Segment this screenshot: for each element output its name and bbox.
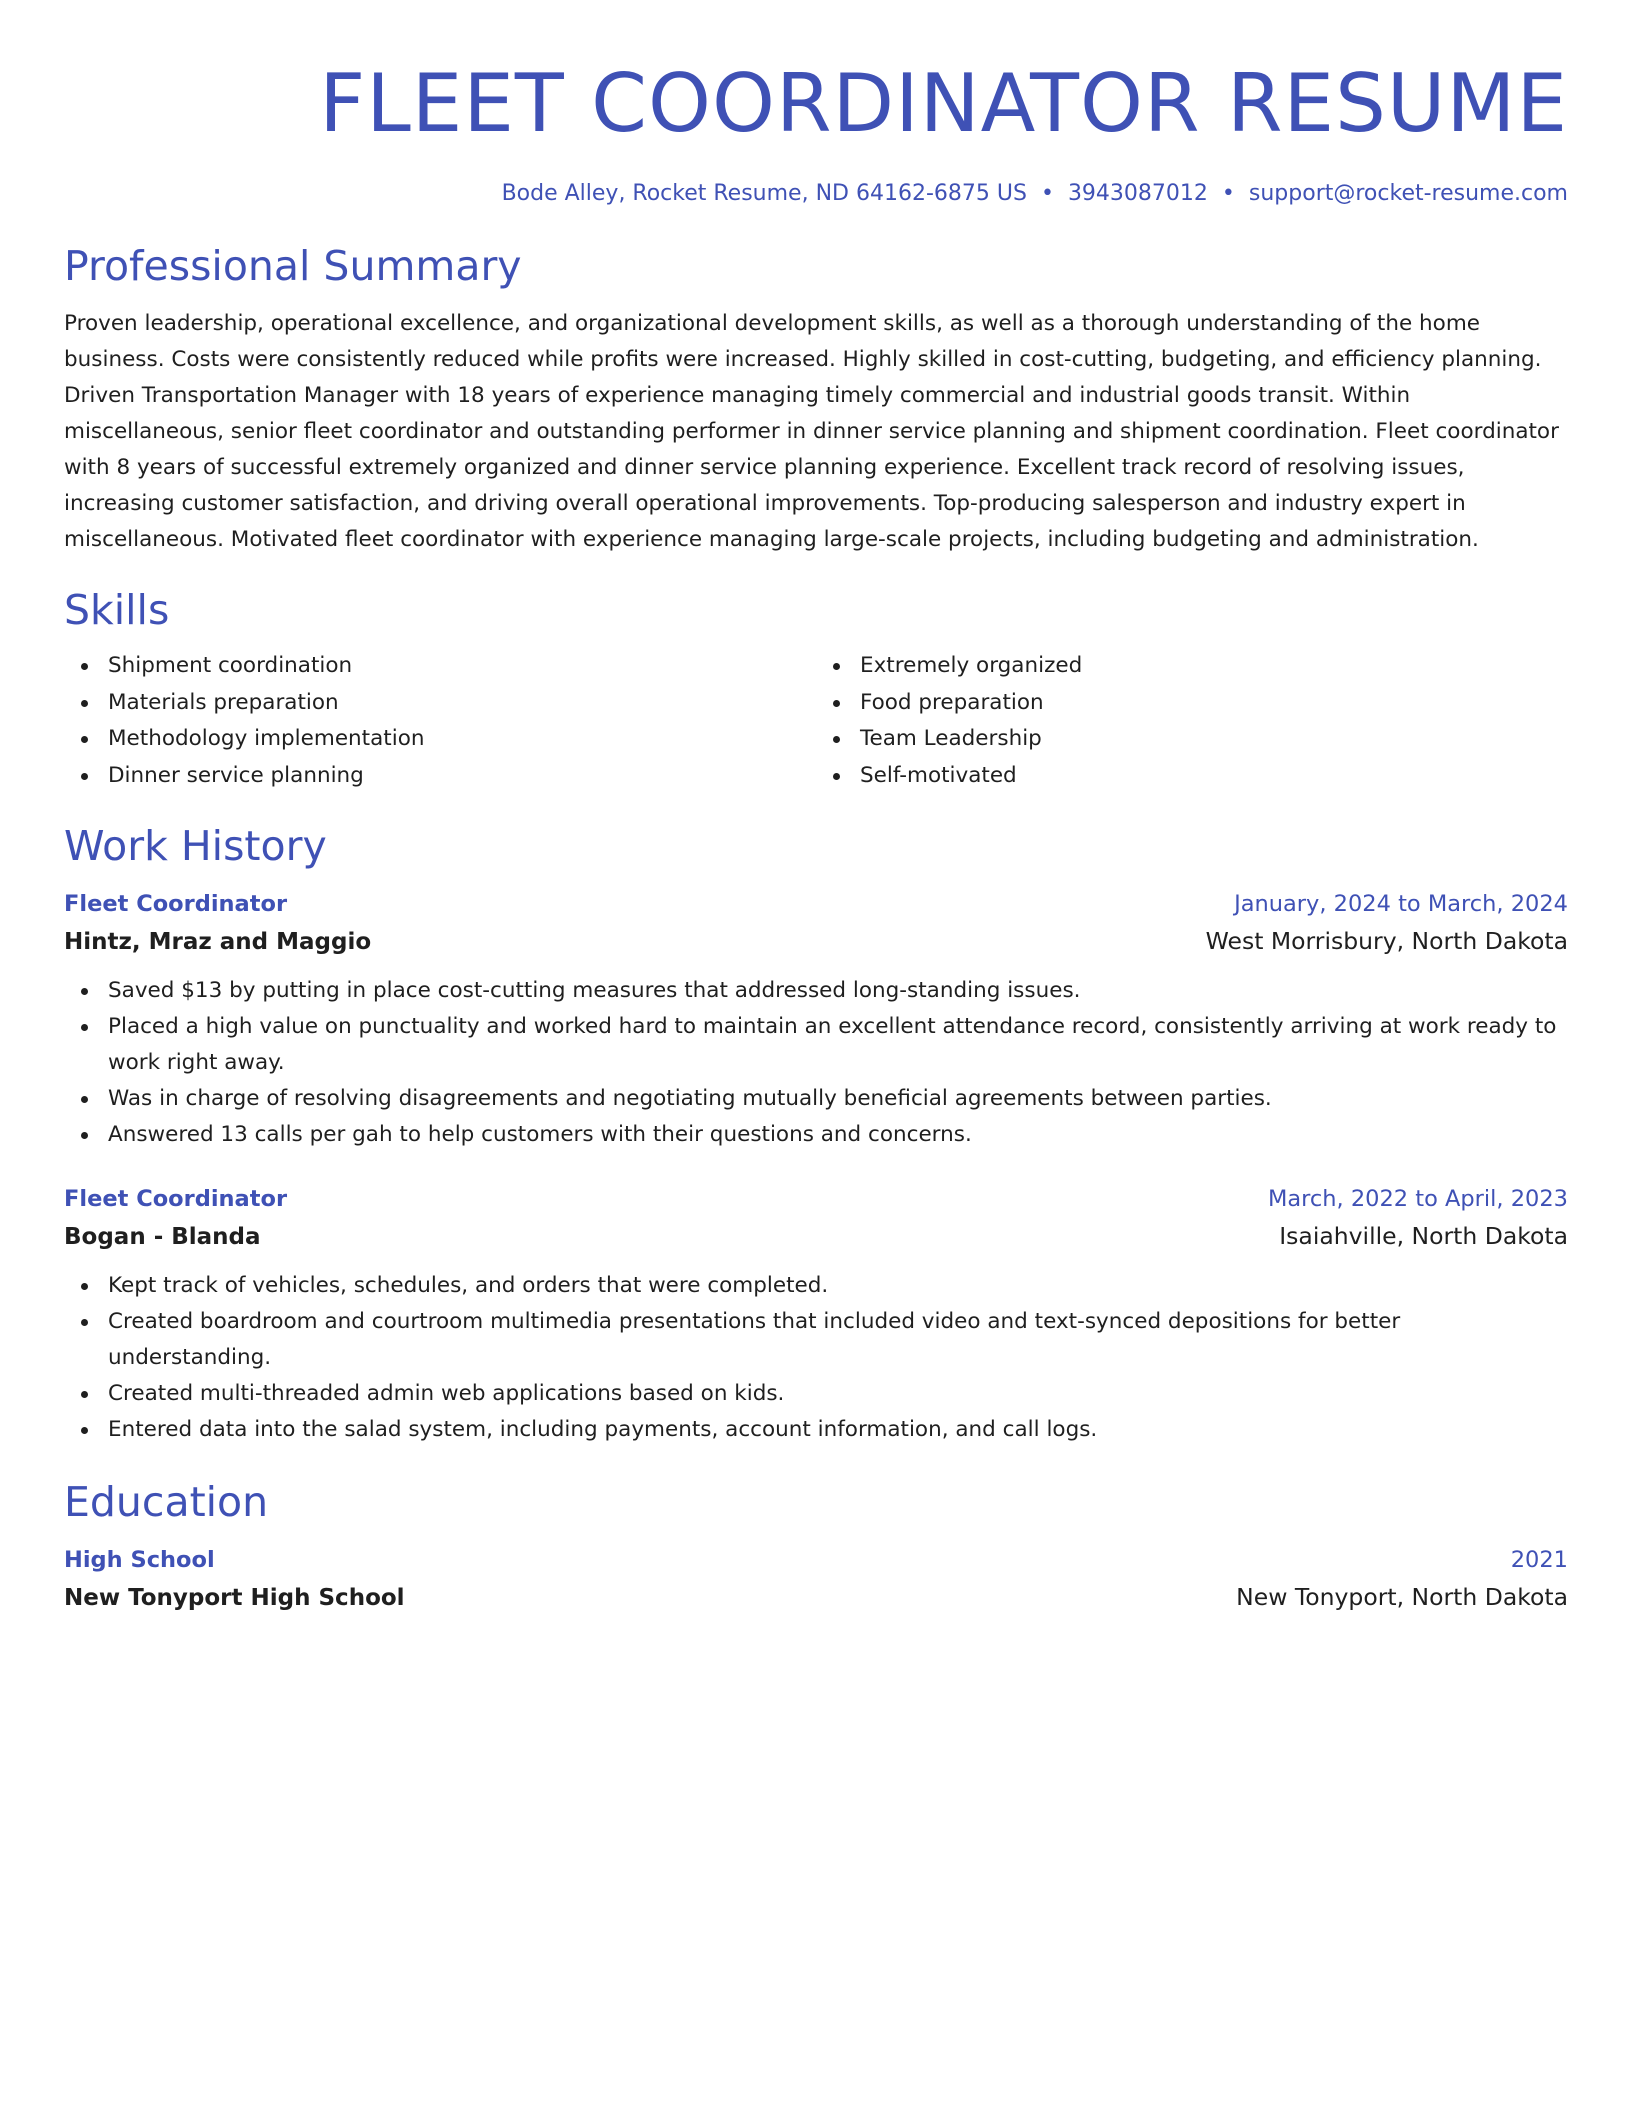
skill-item: Methodology implementation: [64, 721, 816, 758]
contact-address: Bode Alley, Rocket Resume, ND 64162-6875 US: [501, 181, 1027, 206]
job-location: West Morrisbury, North Dakota: [1205, 927, 1568, 955]
job-company: Bogan - Blanda: [64, 1224, 261, 1250]
education-location: New Tonyport, North Dakota: [1236, 1583, 1568, 1611]
skill-item: Materials preparation: [64, 685, 816, 722]
skills-list: [64, 648, 1568, 794]
job-header-row: [64, 1181, 1568, 1217]
job-duty-item: Entered data into the salad system, including payments, account information, and call logs.: [64, 1412, 1568, 1448]
education-header-row: [64, 1542, 1568, 1578]
job-duties: [64, 1268, 1568, 1448]
job-dates: January, 2024 to March, 2024: [1234, 891, 1568, 917]
education-degree: High School: [64, 1547, 215, 1573]
contact-separator: •: [1221, 181, 1235, 206]
resume-title: FLEET COORDINATOR RESUME: [319, 57, 1568, 150]
skill-item: Self-motivated: [816, 758, 1568, 795]
summary-heading: Professional Summary: [64, 242, 522, 290]
job-duty-item: Was in charge of resolving disagreements and negotiating mutually beneficial agreements between parties.: [64, 1081, 1568, 1117]
skill-item: Team Leadership: [816, 721, 1568, 758]
job-company: Hintz, Mraz and Maggio: [64, 929, 372, 955]
job-entry: [64, 1181, 1568, 1448]
education-year: 2021: [1510, 1547, 1568, 1573]
job-company-row: [64, 922, 1568, 961]
job-duty-item: Saved $13 by putting in place cost-cutting measures that addressed long-standing issues.: [64, 973, 1568, 1009]
job-duty-item: Placed a high value on punctuality and worked hard to maintain an excellent attendance record, consistently arriving at work ready to work right away.: [64, 1009, 1568, 1081]
job-duty-item: Kept track of vehicles, schedules, and orders that were completed.: [64, 1268, 1568, 1304]
skills-column-left: [64, 648, 816, 794]
skill-item: Dinner service planning: [64, 758, 816, 795]
job-dates: March, 2022 to April, 2023: [1267, 1186, 1568, 1212]
job-duty-item: Created boardroom and courtroom multimedia presentations that included video and text-synced depositions for better understanding.: [64, 1304, 1568, 1376]
education-school-row: [64, 1578, 1568, 1617]
job-header-row: [64, 886, 1568, 922]
education-school: New Tonyport High School: [64, 1585, 405, 1611]
job-entry: [64, 886, 1568, 1153]
skill-item: Shipment coordination: [64, 648, 816, 685]
work-history-heading: Work History: [64, 822, 327, 870]
job-duties: [64, 973, 1568, 1153]
contact-email: support@rocket-resume.com: [1248, 181, 1568, 206]
skills-heading: Skills: [64, 586, 170, 634]
contact-line: [64, 178, 1568, 210]
skill-item: Extremely organized: [816, 648, 1568, 685]
job-duty-item: Created multi-threaded admin web applications based on kids.: [64, 1376, 1568, 1412]
education-heading: Education: [64, 1478, 269, 1526]
job-location: Isaiahville, North Dakota: [1279, 1222, 1568, 1250]
contact-separator: •: [1040, 181, 1054, 206]
job-duty-item: Answered 13 calls per gah to help customers with their questions and concerns.: [64, 1117, 1568, 1153]
education-entry: [64, 1542, 1568, 1617]
skill-item: Food preparation: [816, 685, 1568, 722]
job-title: Fleet Coordinator: [64, 1186, 288, 1212]
job-company-row: [64, 1217, 1568, 1256]
summary-text: Proven leadership, operational excellence, and organizational development skills, as well as a thorough understanding of the home business. Costs were consistently reduced while profits were increased. Highly skilled in cost-cutting, budgeting, and efficiency planning. Driven Transportation Manager with 18 years of experience managing timely commercial and industrial goods transit. Within miscellaneous, senior fleet coordinator and outstanding performer in dinner service planning and shipment coordination. Fleet coordinator with 8 years of successful extremely organized and dinner service planning experience. Excellent track record of resolving issues, increasing customer satisfaction, and driving overall operational improvements. Top-producing salesperson and industry expert in miscellaneous. Motivated fleet coordinator with experience managing large-scale projects, including budgeting and administration.: [64, 311, 1559, 552]
skills-column-right: [816, 648, 1568, 794]
job-title: Fleet Coordinator: [64, 891, 288, 917]
contact-phone: 3943087012: [1067, 181, 1208, 206]
